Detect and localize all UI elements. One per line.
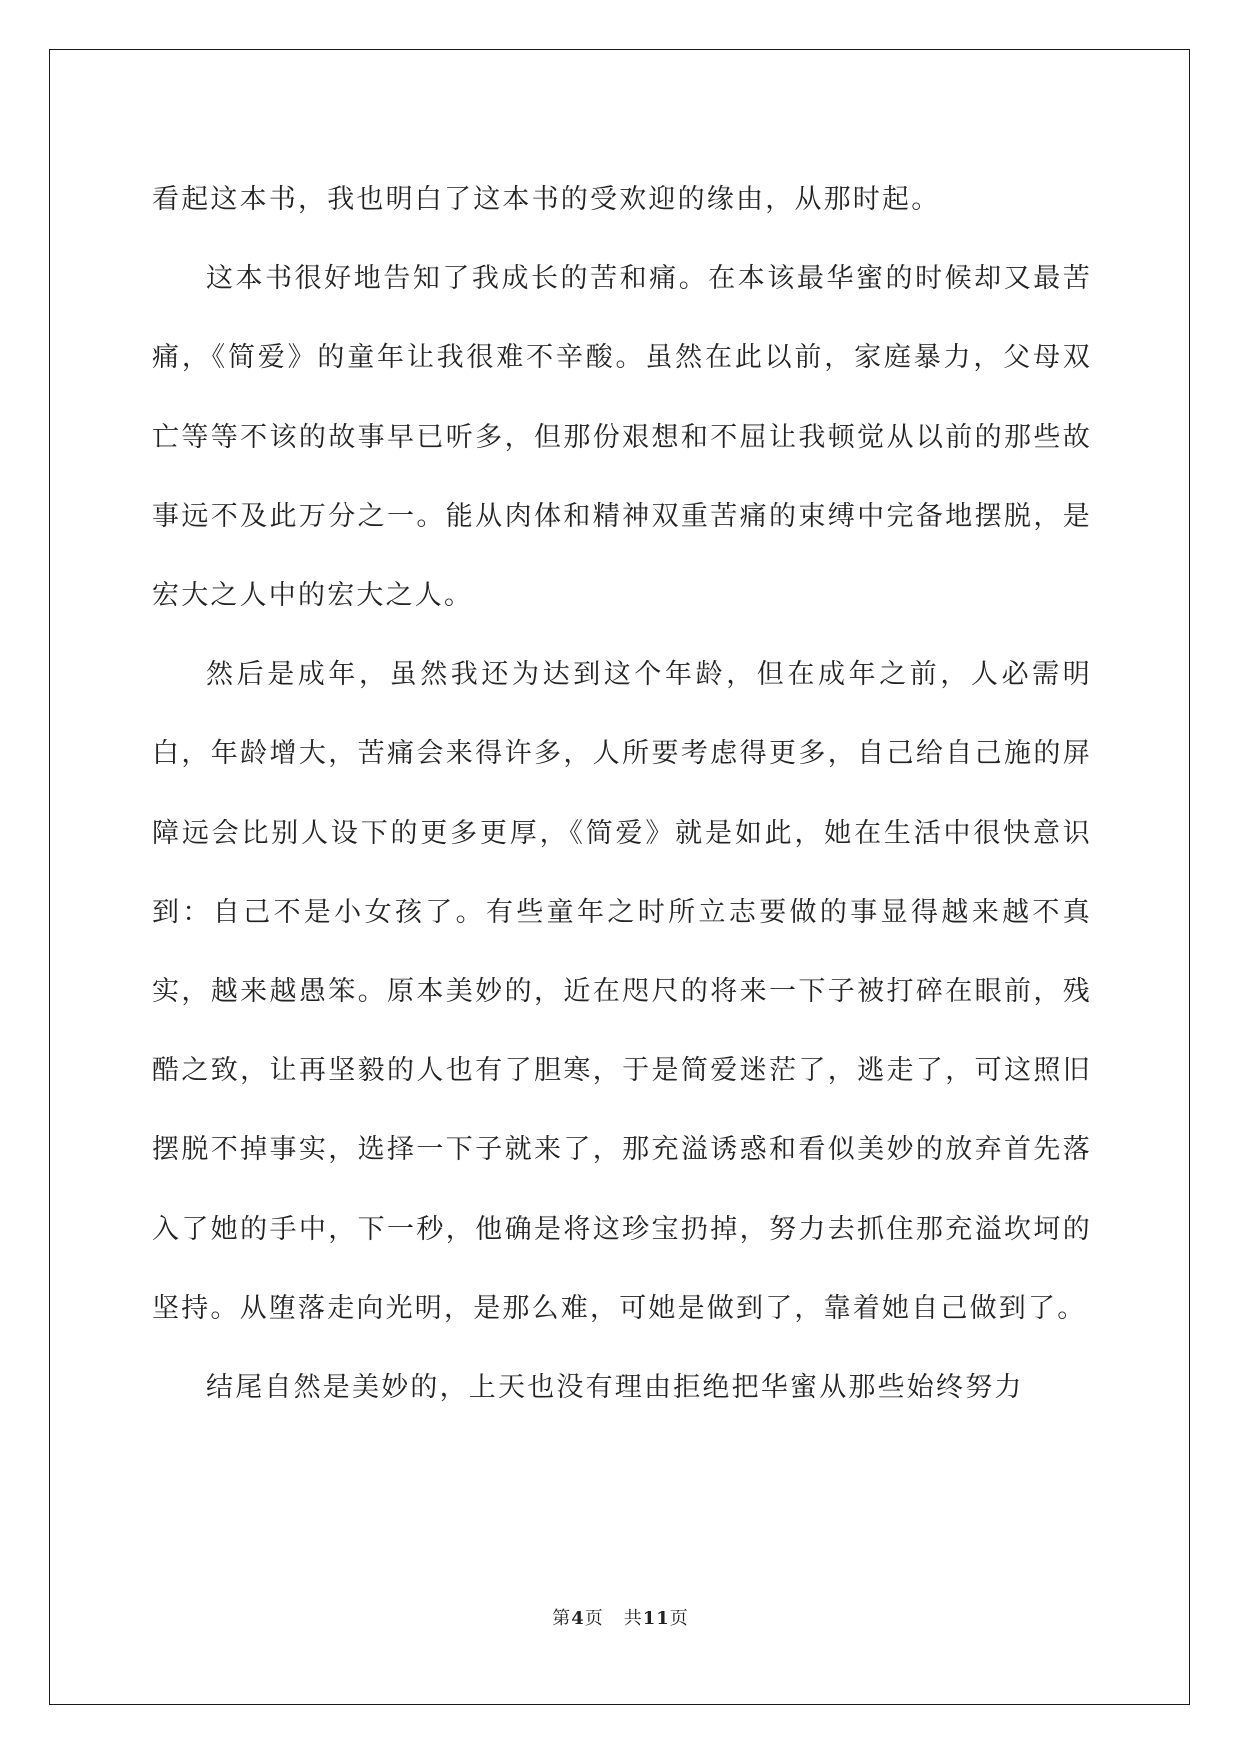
paragraph-4: 结尾自然是美妙的，上天也没有理由拒绝把华蜜从那些始终努力 [206,1372,1024,1404]
paragraph-3: 然后是成年，虽然我还为达到这个年龄，但在成年之前，人必需明白，年龄增大，苦痛会来得许多，人所要考虑得更多，自己给自己施的屏障远会比别人设下的更多更厚，《简爱》就是如此，她在生活中很快意识到：自己不是小女孩了。有些童年之时所立志要做的事显得越来越不真实，越来越愚笨。原本美妙的，近在咫尺的将来一下子被打碎在眼前，残酷之致，让再坚毅的人也有了胆寒，于是简爱迷茫了，逃走了，可这照旧摆脱不掉事实，选择一下子就来了，那充溢诱惑和看似美妙的放弃首先落入了她的手中，下一秒，他确是将这珍宝扔掉，努力去抓住那充溢坎坷的坚持。从堕落走向光明，是那么难，可她是做到了，靠着她自己做到了。 [152,659,1092,1324]
paragraph-1: 看起这本书，我也明白了这本书的受欢迎的缘由，从那时起。 [152,184,941,215]
page-footer [0,1604,1241,1630]
footer-prefix: 第 [552,1608,572,1629]
footer-total-unit: 页 [669,1608,689,1629]
footer-total-prefix: 共 [623,1608,643,1629]
document-body [152,160,1092,1427]
paragraph-2: 这本书很好地告知了我成长的苦和痛。在本该最华蜜的时候却又最苦痛，《简爱》的童年让我很难不辛酸。虽然在此以前，家庭暴力，父母双亡等等不该的故事早已听多，但那份艰想和不屈让我顿觉从以前的那些故事远不及此万分之一。能从肉体和精神双重苦痛的束缚中完备地摆脱，是宏大之人中的宏大之人。 [152,263,1092,612]
total-pages-number: 11 [642,1608,670,1629]
current-page-number: 4 [571,1608,585,1629]
footer-page-unit: 页 [584,1608,604,1629]
